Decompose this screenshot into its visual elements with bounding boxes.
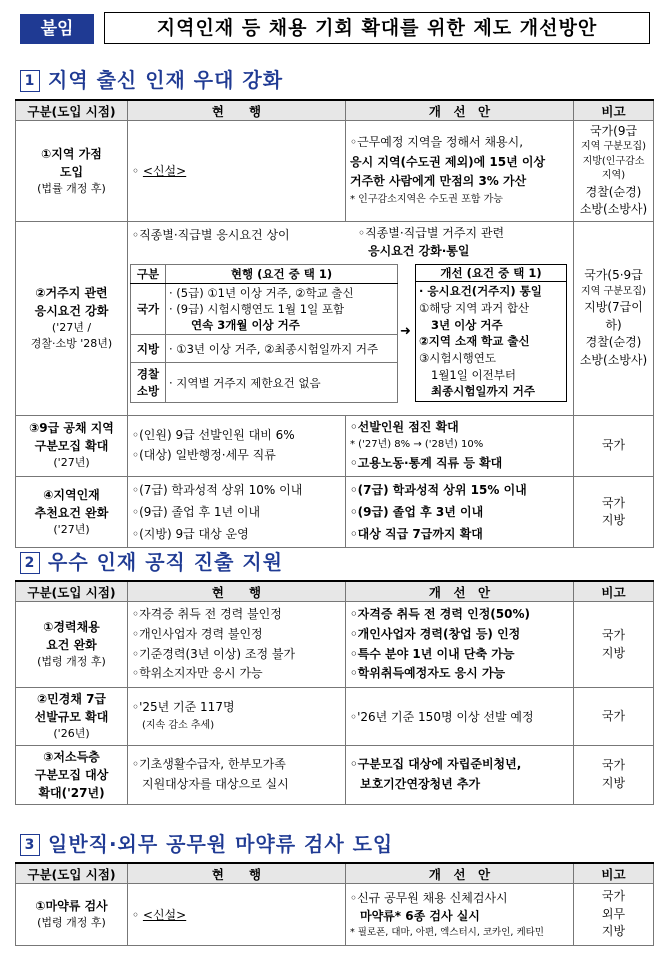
table-row bbox=[16, 602, 654, 688]
table-header-row: 구분(도입 시점) 현 행 개 선 안 비고 bbox=[16, 863, 654, 884]
current-cell: ◦기초생활수급자, 한부모가족 지원대상자를 대상으로 실시 bbox=[128, 745, 346, 804]
current-cell: ◦(인원) 9급 선발인원 대비 6% ◦(대상) 일반행정·세무 직류 bbox=[128, 415, 346, 476]
note-cell: 국가(9급 지역 구분모집) 지방(인구감소지역) 경찰(순경) 소방(소방사) bbox=[574, 121, 654, 222]
section-1-heading: 1 지역 출신 인재 우대 강화 bbox=[20, 64, 283, 93]
col-category: 구분(도입 시점) bbox=[16, 100, 128, 121]
row-category: ②거주지 관련 응시요건 강화 ('27년 / 경찰·소방 '28년) bbox=[16, 221, 128, 415]
current-requirements-table: 구분 현행 (요건 중 택 1) 국가 · (5급) ①1년 이상 거주, ②학교 출신 · (9급) 시험시행연도 1월 1일 포함 연속 3개월 이상 거주 지방 · ①3년 이상 거주, ②최종시험일까지 거주 경찰 소방 · 지역별 거주지 제한요건 없음 bbox=[130, 264, 398, 403]
row-category: ③저소득층 구분모집 대상 확대('27년) bbox=[16, 745, 128, 804]
improved-requirements-box: 개선 (요건 중 택 1) · 응시요건(거주지) 통일 ①해당 지역 과거 합산 3년 이상 거주 ②지역 소재 학교 출신 ③시험시행연도 1월1일 이전부터 최종시험일까지 거주 bbox=[415, 264, 567, 402]
table-row bbox=[16, 221, 654, 415]
improvement-cell: ◦'26년 기준 150명 이상 선발 예정 bbox=[346, 688, 574, 746]
improvement-cell: ◦신규 공무원 채용 신체검사시 마약류* 6종 검사 실시 * 필로폰, 대마, 아편, 엑스터시, 코카인, 케타민 bbox=[346, 884, 574, 946]
section-2-table bbox=[15, 580, 654, 805]
section-2-heading: 2 우수 인재 공직 진출 지원 bbox=[20, 546, 283, 575]
section-1-table bbox=[15, 99, 654, 548]
improvement-cell: ◦(7급) 학과성적 상위 15% 이내 ◦(9급) 졸업 후 3년 이내 ◦대상 직급 7급까지 확대 bbox=[346, 476, 574, 548]
current-cell: ◦'25년 기준 117명 (지속 감소 추세) bbox=[128, 688, 346, 746]
table-header-row: 구분(도입 시점) 현 행 개 선 안 비고 bbox=[16, 581, 654, 602]
table-header-row bbox=[16, 100, 654, 121]
section-3-heading: 3 일반직·외무 공무원 마약류 검사 도입 bbox=[20, 828, 393, 857]
document-header bbox=[20, 10, 650, 46]
current-cell: ◦ <신설> bbox=[128, 121, 346, 222]
col-note: 비고 bbox=[574, 100, 654, 121]
arrow-icon: ➜ bbox=[400, 323, 411, 339]
residence-comparison-cell: ◦직종별·직급별 응시요건 상이 ◦직종별·직급별 거주지 관련 응시요건 강화·통일 구분 현행 (요건 중 택 1) 국가 · (5급) ①1년 이상 거주, ②학교 출신 · (9급) 시험시행연도 1월 1일 포함 연속 3개월 이상 거주 지방 · ①3년 이상 거주, ②최종시험일까지 거주 경찰 소방 · 지역별 거주지 제한요건 없음 ➜ 개선 (요건 중 택 1) · 응시요건(거주지) 통일 ①해당 지역 과거 합산 3년 이상 거주 ②지역 소재 학교 출신 ③시험시행연도 1월1일 이전부터 최종시험일까지 거주 bbox=[128, 221, 574, 415]
note-cell: 국가 bbox=[574, 688, 654, 746]
improvement-cell: ◦구분모집 대상에 자립준비청년, 보호기간연장청년 추가 bbox=[346, 745, 574, 804]
current-cell: ◦자격증 취득 전 경력 불인정 ◦개인사업자 경력 불인정 ◦기준경력(3년 이상) 조정 불가 ◦학위소지자만 응시 가능 bbox=[128, 602, 346, 688]
note-cell: 국가 지방 bbox=[574, 745, 654, 804]
note-cell: 국가 지방 bbox=[574, 476, 654, 548]
row-category: ④지역인재 추천요건 완화 ('27년) bbox=[16, 476, 128, 548]
row-category: ①지역 가점 도입 (법률 개정 후) bbox=[16, 121, 128, 222]
note-cell: 국가 bbox=[574, 415, 654, 476]
improvement-cell: ◦근무예정 지역을 정해서 채용시, 응시 지역(수도권 제외)에 15년 이상 거주한 사람에게 만점의 3% 가산 * 인구감소지역은 수도권 포함 가능 bbox=[346, 121, 574, 222]
note-cell: 국가 외무 지방 bbox=[574, 884, 654, 946]
table-row bbox=[16, 745, 654, 804]
improvement-cell: ◦자격증 취득 전 경력 인정(50%) ◦개인사업자 경력(창업 등) 인정 ◦특수 분야 1년 이내 단축 가능 ◦학위취득예정자도 응시 가능 bbox=[346, 602, 574, 688]
table-row bbox=[16, 415, 654, 476]
improvement-cell: ◦선발인원 점진 확대 * ('27년) 8% → ('28년) 10% ◦고용노동·통계 직류 등 확대 bbox=[346, 415, 574, 476]
current-cell: ◦ <신설> bbox=[128, 884, 346, 946]
row-category: ③9급 공채 지역 구분모집 확대 ('27년) bbox=[16, 415, 128, 476]
table-row bbox=[16, 476, 654, 548]
note-cell: 국가(5·9급 지역 구분모집) 지방(7급이하) 경찰(순경) 소방(소방사) bbox=[574, 221, 654, 415]
col-improvement: 개 선 안 bbox=[346, 100, 574, 121]
table-row bbox=[16, 121, 654, 222]
table-row bbox=[16, 688, 654, 746]
current-cell: ◦(7급) 학과성적 상위 10% 이내 ◦(9급) 졸업 후 1년 이내 ◦(지방) 9급 대상 운영 bbox=[128, 476, 346, 548]
attachment-tag: 붙임 bbox=[20, 14, 94, 44]
document-title: 지역인재 등 채용 기회 확대를 위한 제도 개선방안 bbox=[104, 12, 650, 44]
row-category: ②민경채 7급 선발규모 확대 ('26년) bbox=[16, 688, 128, 746]
row-category: ①경력채용 요건 완화 (법령 개정 후) bbox=[16, 602, 128, 688]
table-row bbox=[16, 884, 654, 946]
section-3-table bbox=[15, 862, 654, 946]
row-category: ①마약류 검사 (법령 개정 후) bbox=[16, 884, 128, 946]
note-cell: 국가 지방 bbox=[574, 602, 654, 688]
col-current: 현 행 bbox=[128, 100, 346, 121]
